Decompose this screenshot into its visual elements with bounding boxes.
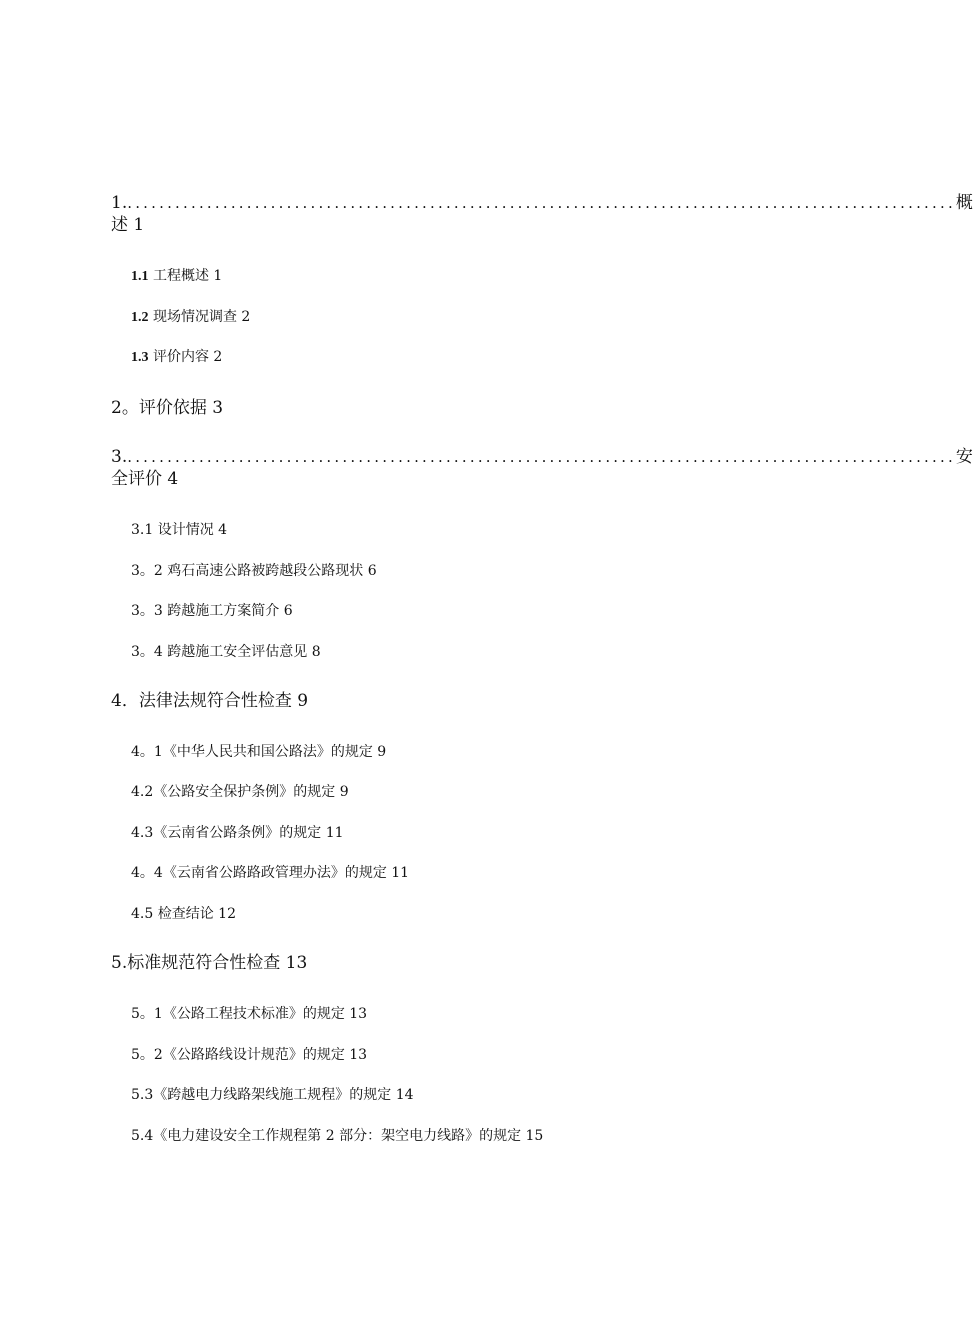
toc-entry-3-number: 3. <box>111 447 128 467</box>
toc-entry-1-number: 1. <box>111 193 128 213</box>
toc-entry-1-title-start: 概 <box>955 193 973 213</box>
toc-entry-3-1[interactable]: 3.1 设计情况 4 <box>131 522 228 538</box>
toc-entry-3[interactable] <box>111 442 973 489</box>
toc-entry-5-4[interactable]: 5.4《电力建设安全工作规程第 2 部分：架空电力线路》的规定 15 <box>131 1128 544 1144</box>
toc-entry-1[interactable] <box>111 188 973 235</box>
toc-entry-4-4[interactable]: 4。4《云南省公路路政管理办法》的规定 11 <box>131 865 410 881</box>
toc-entry-3-2[interactable]: 3。2 鸡石高速公路被跨越段公路现状 6 <box>131 563 377 579</box>
toc-entry-1-2-title: 现场情况调查 2 <box>148 309 251 325</box>
toc-entry-1-title-end: 述 1 <box>111 215 145 235</box>
toc-entry-4-2[interactable]: 4.2《公路安全保护条例》的规定 9 <box>131 784 349 800</box>
toc-entry-1-1-number: 1.1 <box>131 269 149 284</box>
toc-entry-5-2[interactable]: 5。2《公路路线设计规范》的规定 13 <box>131 1047 368 1063</box>
toc-entry-1-3-title: 评价内容 2 <box>148 349 223 365</box>
toc-leader-dots: ........................................................................................................ <box>127 448 956 466</box>
toc-entry-3-4[interactable]: 3。4 跨越施工安全评估意见 8 <box>131 644 321 660</box>
toc-entry-3-title-end: 全评价 4 <box>111 469 179 489</box>
toc-entry-2[interactable]: 2。评价依据 3 <box>111 398 224 418</box>
toc-entry-4-3[interactable]: 4.3《云南省公路条例》的规定 11 <box>131 825 344 841</box>
toc-entry-1-1-title: 工程概述 1 <box>148 268 223 284</box>
toc-entry-3-line1 <box>111 442 973 467</box>
toc-entry-5-1[interactable]: 5。1《公路工程技术标准》的规定 13 <box>131 1006 368 1022</box>
toc-entry-5-3[interactable]: 5.3《跨越电力线路架线施工规程》的规定 14 <box>131 1087 414 1103</box>
toc-entry-4[interactable]: 4．法律法规符合性检查 9 <box>111 691 309 711</box>
toc-entry-3-3[interactable]: 3。3 跨越施工方案简介 6 <box>131 603 293 619</box>
toc-entry-1-line1 <box>111 188 973 213</box>
toc-entry-1-2-number: 1.2 <box>131 310 149 325</box>
toc-entry-1-3-number: 1.3 <box>131 350 149 365</box>
toc-entry-1-1[interactable] <box>131 265 222 285</box>
toc-entry-4-5[interactable]: 4.5 检查结论 12 <box>131 906 236 922</box>
toc-entry-1-2[interactable] <box>131 306 250 326</box>
toc-entry-1-3[interactable] <box>131 346 222 366</box>
toc-entry-3-title-start: 安 <box>955 447 973 467</box>
toc-leader-dots: ........................................................................................................ <box>127 194 956 212</box>
toc-entry-4-1[interactable]: 4。1《中华人民共和国公路法》的规定 9 <box>131 744 387 760</box>
toc-entry-5[interactable]: 5.标准规范符合性检查 13 <box>111 953 308 973</box>
